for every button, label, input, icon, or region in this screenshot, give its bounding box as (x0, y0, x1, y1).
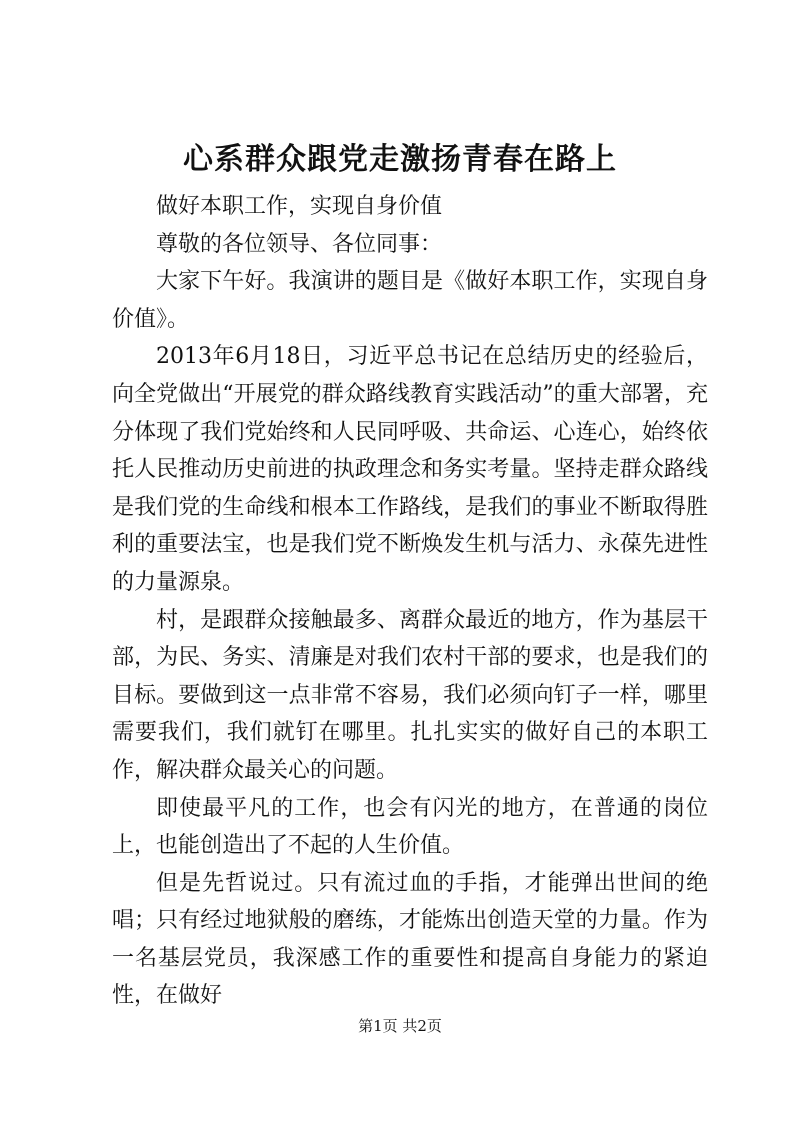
paragraph-salutation: 尊敬的各位领导、各位同事： (156, 231, 443, 257)
paragraph-philosophy: 但是先哲说过。只有流过血的手指，才能弹出世间的绝唱；只有经过地狱般的磨练，才能炼出创造天堂的力量。作为一名基层党员，我深感工作的重要性和提高自身能力的紧迫性，在做好 (112, 870, 708, 1009)
paragraph-greeting: 大家下午好。我演讲的题目是《做好本职工作，实现自身价值》。 (112, 269, 708, 332)
page-footer: 第1页 共2页 (358, 1017, 442, 1035)
paragraph-subtitle: 做好本职工作，实现自身价值 (156, 194, 443, 219)
document-title: 心系群众跟党走激扬青春在路上 (183, 142, 617, 177)
paragraph-background: 2013年6月18日，习近平总书记在总结历史的经验后，向全党做出“开展党的群众路线教育实践活动”的重大部署，充分体现了我们党始终和人民同呼吸、共命运、心连心，始终依托人民推动历史前进的执政理念和务实考量。坚持走群众路线是我们党的生命线和根本工作路线，是我们的事业不断取得胜利的重要法宝，也是我们党不断焕发生机与活力、永葆先进性的力量源泉。 (112, 344, 708, 595)
paragraph-ordinary-work: 即使最平凡的工作，也会有闪光的地方，在普通的岗位上，也能创造出了不起的人生价值。 (112, 795, 708, 859)
paragraph-village: 村，是跟群众接触最多、离群众最近的地方，作为基层干部，为民、务实、清廉是对我们农村干部的要求，也是我们的目标。要做到这一点非常不容易，我们必须向钉子一样，哪里需要我们，我们就钉在哪里。扎扎实实的做好自己的本职工作，解决群众最关心的问题。 (112, 607, 708, 783)
document-body (112, 188, 708, 1015)
